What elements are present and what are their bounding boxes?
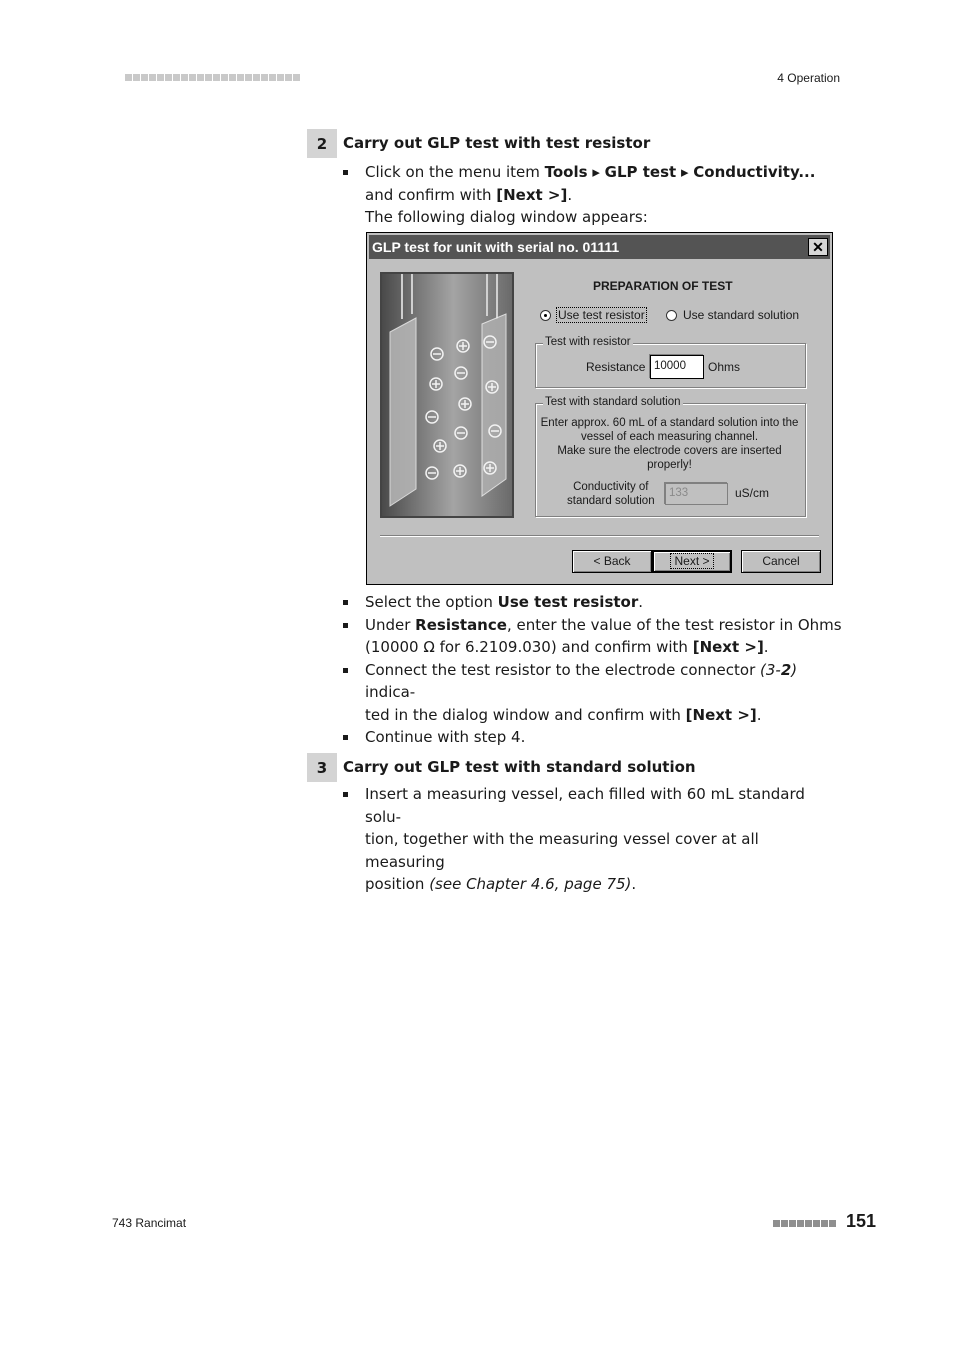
list-item: Continue with step 4. [343, 726, 843, 749]
list-item: Insert a measuring vessel, each filled with 60 mL standard solu- tion, together with the measuring vessel cover at all measuring position (see Chapter 4.6, page 75). [343, 783, 843, 896]
glp-test-dialog [366, 232, 833, 585]
conductivity-unit: uS/cm [735, 486, 770, 500]
electrode-illustration [380, 272, 514, 518]
radio-unselected-icon [666, 310, 677, 321]
dialog-separator [380, 535, 819, 537]
resistance-unit: Ohms [708, 360, 741, 374]
next-button[interactable]: Next > [652, 550, 732, 573]
dialog-intro: The following dialog window appears: [365, 208, 648, 226]
radio-selected-icon [540, 310, 551, 321]
list-item: Select the option Use test resistor. [343, 591, 843, 614]
step-number: 3 [307, 753, 337, 782]
back-button[interactable]: < Back [572, 550, 652, 573]
header-decoration [125, 74, 300, 81]
step-title: Carry out GLP test with test resistor [343, 134, 651, 152]
radio-use-standard-solution[interactable] [666, 308, 799, 322]
radio-label: Use standard solution [683, 308, 800, 322]
list-item: Click on the menu item Tools ▸ GLP test ▸ Conductivity... and confirm with [Next >]. [343, 161, 843, 206]
section-title: 4 Operation [777, 71, 840, 85]
radio-use-test-resistor[interactable] [540, 308, 646, 322]
group-label: Test with standard solution [545, 396, 681, 408]
resistance-input[interactable]: 10000 [650, 355, 704, 379]
step3-instructions [343, 783, 843, 896]
standard-instructions: Enter approx. 60 mL of a standard solution into the vessel of each measuring channel. Make sure the electrode covers are inserted properly! [540, 417, 799, 471]
conductivity-label: Conductivity of standard solution [567, 481, 655, 507]
step2-instructions [343, 161, 843, 229]
resistance-label: Resistance [586, 360, 646, 374]
menu-conductivity: Conductivity... [693, 163, 816, 181]
chapter-reference[interactable]: (see Chapter 4.6, page 75) [429, 875, 632, 893]
page-number: 151 [846, 1211, 877, 1231]
conductivity-input[interactable]: 133 [665, 483, 728, 505]
radio-label: Use test resistor [558, 308, 645, 322]
dialog-titlebar [369, 235, 830, 259]
group-label: Test with resistor [545, 336, 631, 348]
list-item: Under Resistance, enter the value of the test resistor in Ohms (10000 Ω for 6.2109.030) and confirm with [Next >]. [343, 614, 843, 659]
menu-glp-test: GLP test [604, 163, 677, 181]
list-item: Connect the test resistor to the electrode connector (3-2) indica- ted in the dialog window and confirm with [Next >]. [343, 659, 843, 727]
dialog-heading: PREPARATION OF TEST [593, 279, 733, 293]
step2-followup [343, 591, 843, 749]
product-name: 743 Rancimat [112, 1216, 187, 1230]
cancel-button[interactable]: Cancel [741, 550, 821, 573]
step-title: Carry out GLP test with standard solution [343, 758, 696, 776]
dialog-title: GLP test for unit with serial no. 01111 [372, 239, 620, 255]
step-number: 2 [307, 129, 337, 158]
close-icon[interactable]: ✕ [808, 238, 828, 256]
menu-tools: Tools [544, 163, 588, 181]
footer-decoration [773, 1220, 836, 1227]
electrode-graphic [382, 274, 512, 516]
